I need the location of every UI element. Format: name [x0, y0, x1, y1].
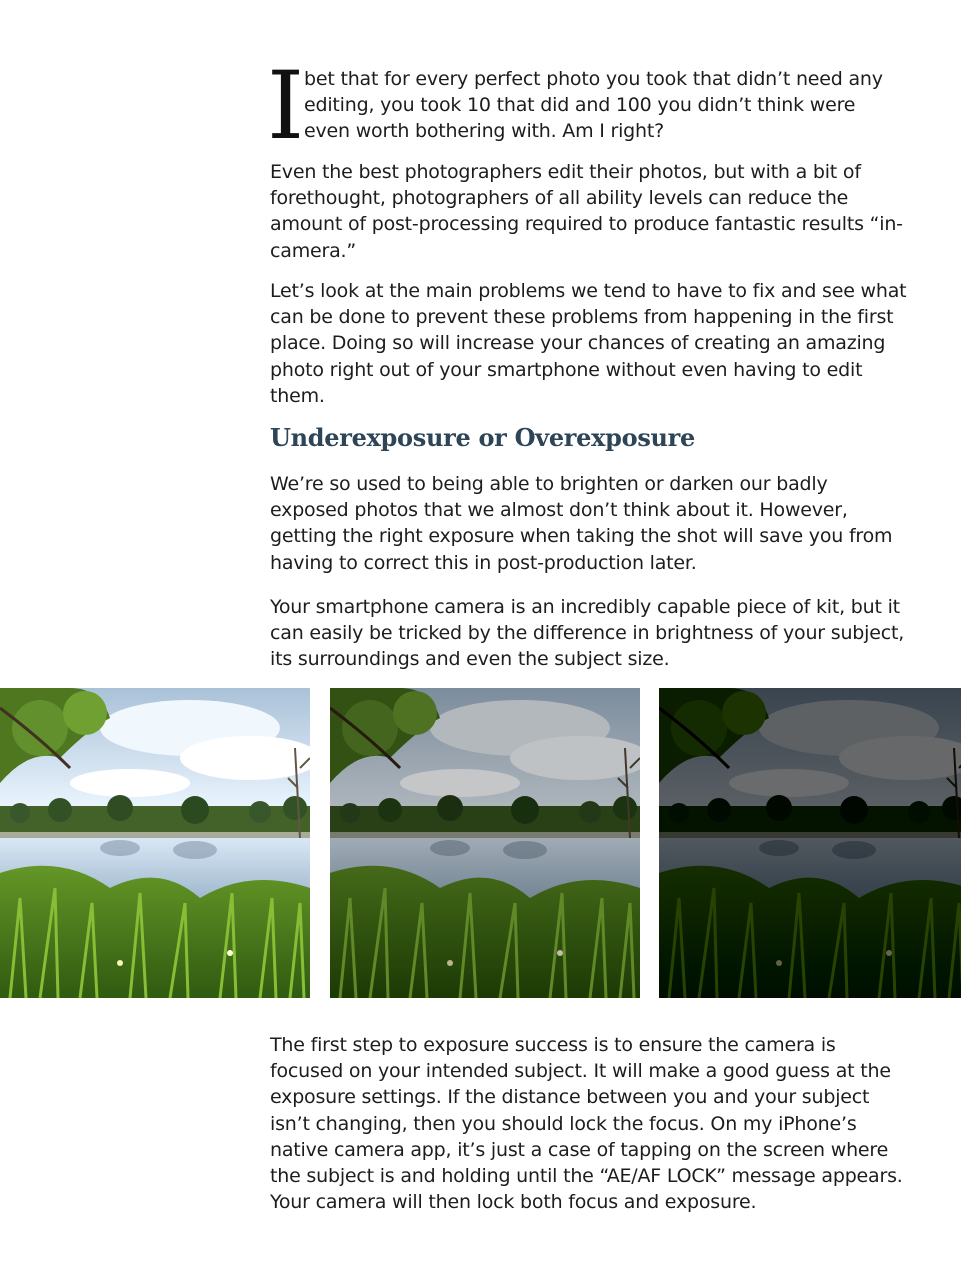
paragraph-text: Even the best photographers edit their photos, but with a bit of forethought, photographers of all ability levels can reduce the amount of post-processing required to produce fantastic results “in-camera.”	[270, 161, 903, 262]
photo-overexposed	[0, 688, 310, 998]
body-paragraph-3	[270, 471, 910, 576]
body-paragraph-5	[270, 1032, 910, 1215]
body-paragraph-4	[270, 594, 910, 673]
intro-paragraph	[304, 66, 904, 145]
drop-cap: I	[267, 52, 305, 161]
paragraph-text: The first step to exposure success is to ensure the camera is focused on your intended subject. It will make a good guess at the exposure settings. If the distance between you and your subject isn’t changing, then you should lock the focus. On my iPhone’s native camera app, it’s just a case of tapping on the screen where the subject is and holding until the “AE/AF LOCK” message appears. Your camera will then lock both focus and exposure.	[270, 1034, 903, 1214]
paragraph-text: Let’s look at the main problems we tend to have to fix and see what can be done to prevent these problems from happening in the first place. Doing so will increase your chances of creating an amazing photo right out of your smartphone without even having to edit them.	[270, 280, 907, 407]
photo-underexposed	[659, 688, 961, 998]
paragraph-text: We’re so used to being able to brighten or darken our badly exposed photos that we almost don’t think about it. However, getting the right exposure when taking the shot will save you from having to correct this in post-production later.	[270, 473, 893, 574]
photo-correct-exposure	[330, 688, 640, 998]
body-paragraph-1	[270, 159, 910, 264]
body-paragraph-2	[270, 278, 910, 409]
intro-text: bet that for every perfect photo you took that didn’t need any editing, you took 10 that did and 100 you didn’t think were even worth bothering with. Am I right?	[304, 68, 883, 143]
section-heading: Underexposure or Overexposure	[270, 423, 695, 452]
paragraph-text: Your smartphone camera is an incredibly capable piece of kit, but it can easily be tricked by the difference in brightness of your subject, its surroundings and even the subject size.	[270, 596, 905, 671]
